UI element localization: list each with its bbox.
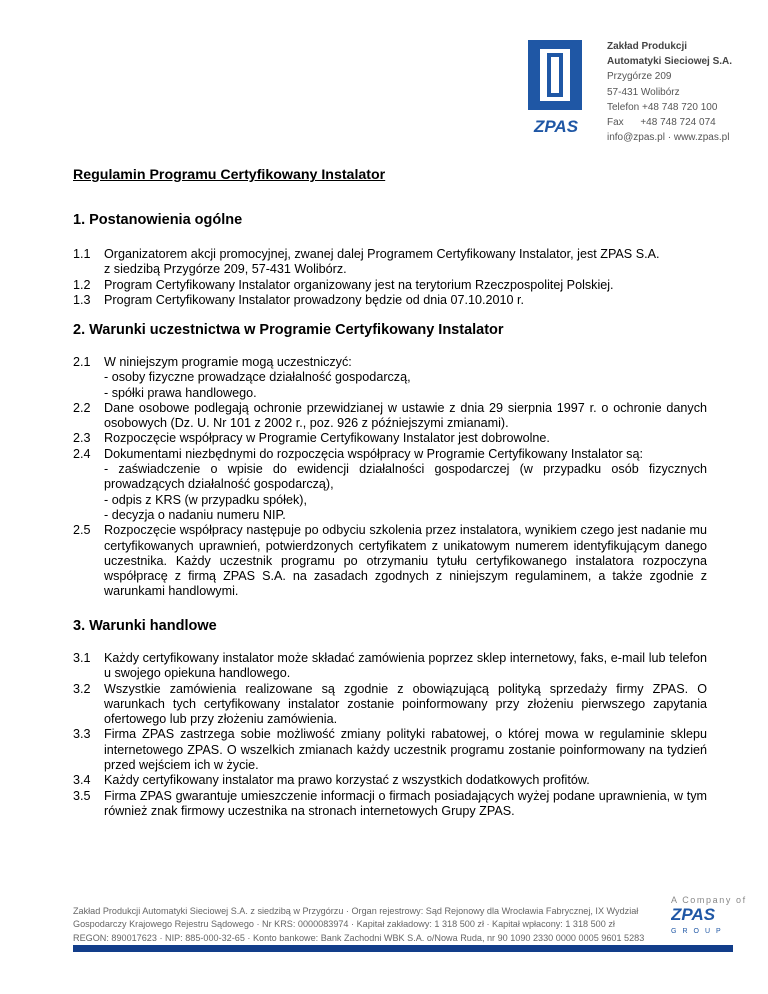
footer-line-3: REGON: 890017623 · NIP: 885-000-32-65 · Konto bankowe: Bank Zachodni WBK S.A. o/Nowa Ruda, nr 90 1090 2330 0000 0005 9601 5283 <box>73 932 645 943</box>
zpas-logo-text: ZPAS <box>533 117 579 136</box>
list-item <box>73 651 707 682</box>
brand-name-text: ZPAS <box>671 905 716 923</box>
item-number: 1.3 <box>73 292 91 307</box>
footer-legal-info <box>73 905 673 945</box>
item-number: 2.3 <box>73 431 91 446</box>
list-item <box>73 401 707 432</box>
section-2-list <box>73 355 707 600</box>
brand-tagline: A Company of <box>671 895 747 905</box>
item-text: Każdy certyfikowany instalator ma prawo korzystać z wszystkich dodatkowych profitów. <box>104 773 590 788</box>
item-number: 2.1 <box>73 355 91 369</box>
item-text: Dane osobowe podlegają ochronie przewidzianej w ustawie z dnia 29 sierpnia 1997 r. o ochronie danych osobowych (Dz. U. Nr 101 z 2002 r., poz. 926 z późniejszymi zmianami). <box>104 400 707 431</box>
company-name-line-1: Zakład Produkcji <box>607 41 688 52</box>
item-number: 1.1 <box>73 247 91 261</box>
item-number: 2.2 <box>73 400 91 415</box>
item-number: 2.5 <box>73 523 91 538</box>
item-text: - zaświadczenie o wpisie do ewidencji działalności gospodarczej (w przypadku osób fizycznych prowadzących działalność gospodarczą), <box>104 462 707 492</box>
item-number: 3.1 <box>73 651 91 665</box>
item-number: 3.3 <box>73 727 91 742</box>
item-text: Program Certyfikowany Instalator prowadzony będzie od dnia 07.10.2010 r. <box>104 292 525 307</box>
footer-line-2: Gospodarczy Krajowego Rejestru Sądowego · Nr KRS: 0000083974 · Kapitał zakładowy: 1 318 500 zł · Kapitał wpłacony: 1 318 500 zł <box>73 919 615 930</box>
list-item <box>73 355 707 401</box>
company-name-line-2: Automatyki Sieciowej S.A. <box>607 56 733 68</box>
brand-wordmark <box>671 905 733 923</box>
section-1-heading: 1. Postanowienia ogólne <box>73 212 243 228</box>
list-item <box>73 789 707 820</box>
company-phone: Telefon +48 748 720 100 <box>607 101 718 113</box>
item-text: W niniejszym programie mogą uczestniczyć: <box>104 355 352 369</box>
list-item <box>73 293 707 308</box>
item-text: - decyzja o nadaniu numeru NIP. <box>104 507 286 522</box>
footer-brand-logo <box>671 895 747 937</box>
company-fax: Fax +48 748 724 074 <box>607 117 716 129</box>
list-item <box>73 523 707 599</box>
item-text: - spółki prawa handlowego. <box>104 385 257 400</box>
section-1-list <box>73 247 707 308</box>
brand-group-text: GROUP <box>671 928 727 935</box>
zpas-logo-mark <box>525 40 587 136</box>
item-text: Każdy certyfikowany instalator może składać zamówienia poprzez sklep internetowy, faks, e-mail lub telefon u swojego opiekuna handlowego. <box>104 651 707 681</box>
item-number: 3.5 <box>73 788 91 803</box>
company-street: Przygórze 209 <box>607 71 672 83</box>
item-text: Rozpoczęcie współpracy następuje po odbyciu szkolenia przez instalatora, wynikiem czego jest nadanie mu certyfikowanych uprawnień, potwierdzonych certyfikatem z unikatowym numerem identyfikującym danego uczestnika. Każdy uczestnik programu po otrzymaniu tytułu certyfikowanego instalatora rozpoczyna współpracę z firmą ZPAS S.A. na zasadach zgodnych z niniejszym regulaminem, a także zgodnie z warunkami handlowymi. <box>104 523 707 599</box>
item-number: 2.4 <box>73 446 91 461</box>
item-number: 3.4 <box>73 773 91 788</box>
item-number: 1.2 <box>73 277 91 292</box>
list-item <box>73 727 707 773</box>
item-text: Rozpoczęcie współpracy w Programie Certyfikowany Instalator jest dobrowolne. <box>104 431 550 446</box>
item-text: Dokumentami niezbędnymi do rozpoczęcia współpracy w Programie Certyfikowany Instalator są: <box>104 446 643 461</box>
section-2-heading: 2. Warunki uczestnictwa w Programie Certyfikowany Instalator <box>73 322 504 338</box>
footer-color-bar <box>73 945 733 952</box>
list-item <box>73 278 707 293</box>
section-3-heading: 3. Warunki handlowe <box>73 618 217 634</box>
item-text: Wszystkie zamówienia realizowane są zgodnie z obowiązującą polityką sprzedaży firmy ZPAS. O warunkach tych certyfikowany instalator zostanie poinformowany przy złożeniu pierwszego zapytania ofertowego lub przy złożeniu zamówienia. <box>104 681 707 727</box>
list-item <box>73 682 707 728</box>
item-text: - osoby fizyczne prowadzące działalność gospodarczą, <box>104 370 411 385</box>
item-text: Firma ZPAS gwarantuje umieszczenie informacji o firmach posiadających wyżej podane uprawnienia, w tym również znak firmowy uczestnika na stronach internetowych Grupy ZPAS. <box>104 788 707 818</box>
list-item <box>73 431 707 446</box>
list-item <box>73 447 707 523</box>
section-3-list <box>73 651 707 819</box>
footer-line-1: Zakład Produkcji Automatyki Sieciowej S.A. z siedzibą w Przygórzu · Organ rejestrowy: Sąd Rejonowy dla Wrocławia Fabrycznej, IX Wydział <box>73 906 639 916</box>
document-title: Regulamin Programu Certyfikowany Instalator <box>73 167 386 183</box>
company-address-block <box>607 39 732 145</box>
item-text: z siedzibą Przygórze 209, 57-431 Wolibórz. <box>104 262 347 277</box>
company-contact: info@zpas.pl · www.zpas.pl <box>607 132 730 144</box>
company-postal: 57-431 Wolibórz <box>607 86 680 98</box>
zpas-logo <box>525 40 587 136</box>
list-item <box>73 247 707 278</box>
item-text: Firma ZPAS zastrzega sobie możliwość zmiany polityki rabatowej, o której mowa w regulaminie sklepu internetowego ZPAS. O wszelkich zmianach każdy uczestnik programu zostanie poinformowany na tydzień przed wejściem ich w życie. <box>104 727 707 773</box>
item-text: Program Certyfikowany Instalator organizowany jest na terytorium Rzeczpospolitej Polskiej. <box>104 277 614 292</box>
item-number: 3.2 <box>73 681 91 696</box>
list-item <box>73 773 707 788</box>
item-text: - odpis z KRS (w przypadku spółek), <box>104 492 307 507</box>
item-text: Organizatorem akcji promocyjnej, zwanej dalej Programem Certyfikowany Instalator, jest ZPAS S.A. <box>104 247 660 261</box>
